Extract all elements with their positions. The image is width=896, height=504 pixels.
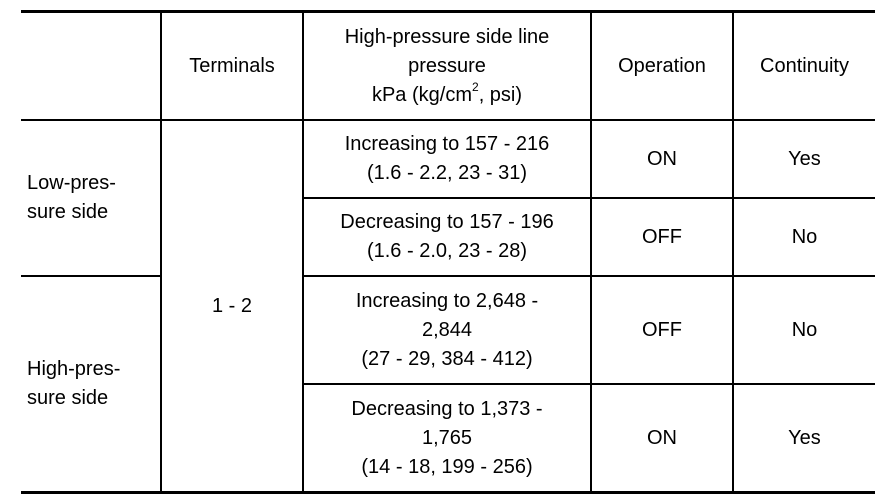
- header-continuity: Continuity: [733, 12, 875, 121]
- header-terminals: Terminals: [161, 12, 303, 121]
- high-side-line1: High-pres-: [27, 358, 121, 380]
- pressure-text: (14 - 18, 199 - 256): [361, 455, 533, 478]
- operation-cell: OFF: [591, 198, 733, 276]
- high-side-line2: sure side: [27, 387, 109, 409]
- pressure-text: Decreasing to 157 - 196: [340, 211, 554, 233]
- header-pressure-unit-pre: kPa (kg/cm: [371, 83, 472, 106]
- operation-cell: ON: [591, 120, 733, 198]
- pressure-cell: [303, 198, 591, 276]
- header-pressure-line1: High-pressure side line: [344, 25, 550, 48]
- operation-cell: OFF: [591, 276, 733, 384]
- table-row: [21, 120, 875, 198]
- header-operation: Operation: [591, 12, 733, 121]
- pressure-text: (27 - 29, 384 - 412): [361, 347, 533, 370]
- continuity-cell: No: [733, 198, 875, 276]
- low-side-line1: Low-pres-: [27, 172, 116, 194]
- pressure-text: 1,765: [421, 426, 473, 449]
- header-pressure-line3: [304, 81, 590, 110]
- header-blank-cell: [21, 12, 161, 121]
- pressure-text: Increasing to 2,648 -: [355, 289, 539, 312]
- low-pressure-side-label: [21, 120, 161, 276]
- pressure-cell: [303, 120, 591, 198]
- continuity-cell: Yes: [733, 384, 875, 493]
- header-pressure-unit-post: , psi): [478, 83, 523, 106]
- pressure-switch-table-container: [21, 10, 875, 494]
- pressure-cell: [303, 276, 591, 384]
- pressure-text: (1.6 - 2.2, 23 - 31): [366, 162, 528, 184]
- header-pressure-unit-sup: 2: [472, 79, 479, 94]
- pressure-cell: [303, 384, 591, 493]
- continuity-cell: Yes: [733, 120, 875, 198]
- pressure-text: 2,844: [421, 318, 473, 341]
- operation-cell: ON: [591, 384, 733, 493]
- pressure-text: Decreasing to 1,373 -: [351, 397, 543, 420]
- pressure-text: (1.6 - 2.0, 23 - 28): [366, 240, 528, 262]
- table-row: [21, 276, 875, 384]
- pressure-switch-table: [21, 10, 875, 494]
- high-pressure-side-label: [21, 276, 161, 493]
- terminals-value: 1 - 2: [161, 120, 303, 493]
- header-pressure: [303, 12, 591, 121]
- header-pressure-line2: pressure: [408, 54, 486, 77]
- table-header-row: [21, 12, 875, 121]
- low-side-line2: sure side: [27, 201, 109, 223]
- pressure-text: Increasing to 157 - 216: [344, 133, 550, 155]
- continuity-cell: No: [733, 276, 875, 384]
